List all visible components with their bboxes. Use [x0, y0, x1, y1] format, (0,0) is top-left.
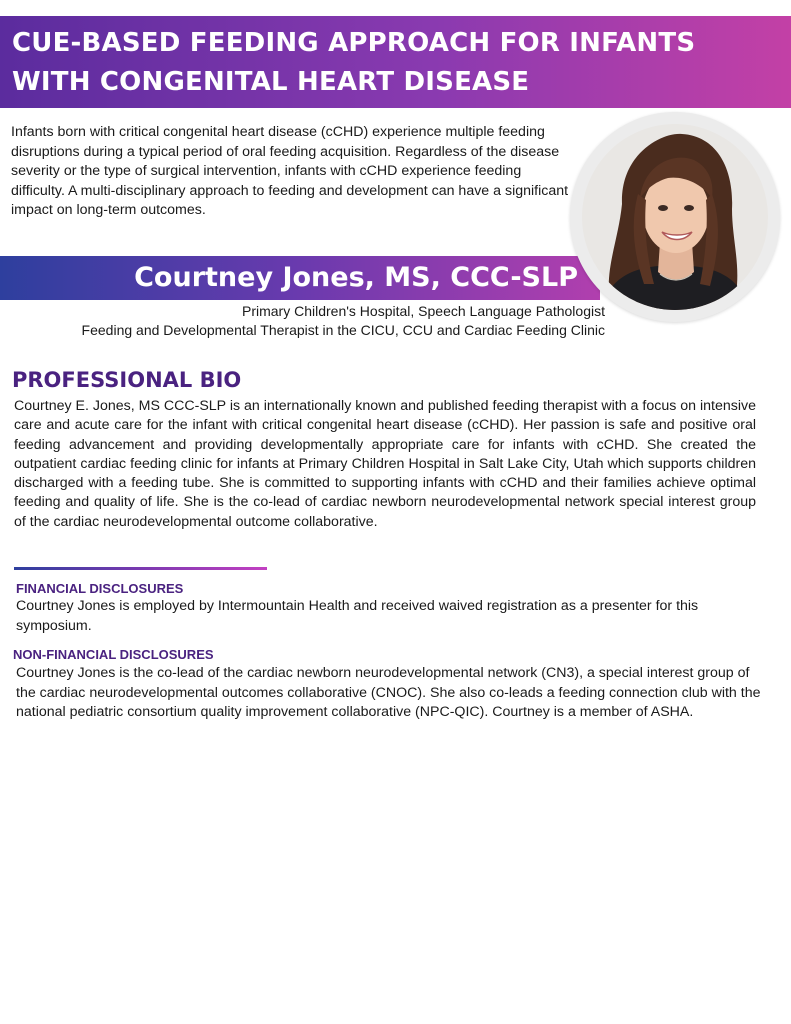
speaker-name-banner — [0, 256, 600, 300]
speaker-photo-frame — [570, 112, 780, 322]
speaker-affiliation-line-1: Primary Children's Hospital, Speech Language Pathologist — [242, 303, 605, 319]
portrait-illustration — [582, 124, 768, 310]
page-title: CUE-BASED FEEDING APPROACH FOR INFANTS WITH CONGENITAL HEART DISEASE — [12, 28, 696, 97]
section-divider — [14, 567, 267, 570]
speaker-name: Courtney Jones, MS, CCC-SLP — [134, 262, 578, 293]
professional-bio-heading: PROFESSIONAL BIO — [12, 368, 242, 392]
speaker-affiliation-line-2: Feeding and Developmental Therapist in the CICU, CCU and Cardiac Feeding Clinic — [81, 322, 605, 338]
intro-paragraph: Infants born with critical congenital heart disease (cCHD) experience multiple feeding disruptions during a typical period of oral feeding acquisition. Regardless of the disease severity or the type of surgical intervention, infants with cCHD experience feeding difficulty. A multi-disciplinary approach to feeding and development can have a significant impact on long-term outcomes. — [11, 124, 569, 219]
financial-disclosures-text: Courtney Jones is employed by Intermountain Health and received waived registration as a presenter for this symposium. — [16, 598, 699, 634]
non-financial-disclosures-text: Courtney Jones is the co-lead of the cardiac newborn neurodevelopmental network (CN3), a special interest group of the cardiac neurodevelopmental outcomes collaborative (CNOC). She also co-leads a feeding connection club with the national pediatric consortium quality improvement collaborative (NPC-QIC). Courtney is a member of ASHA. — [16, 665, 761, 721]
professional-bio-text: Courtney E. Jones, MS CCC-SLP is an internationally known and published feeding therapist with a focus on intensive care and acute care for the infant with critical congenital heart disease (cCHD). Her passion is safe and positive oral feeding advancement and providing developmentally appropriate care for infants with cCHD. She created the outpatient cardiac feeding clinic for infants at Primary Children Hospital in Salt Lake City, Utah which supports children discharged with a feeding tube. She is committed to supporting infants with cCHD and their families achieve optimal feeding and quality of life. She is the co-lead of cardiac newborn neurodevelopmental network special interest group of the cardiac neurodevelopmental outcome collaborative. — [14, 398, 756, 530]
financial-disclosures-heading: FINANCIAL DISCLOSURES — [16, 581, 184, 596]
title-banner — [0, 16, 791, 108]
speaker-photo — [582, 124, 768, 310]
non-financial-disclosures-heading: NON-FINANCIAL DISCLOSURES — [13, 647, 214, 662]
